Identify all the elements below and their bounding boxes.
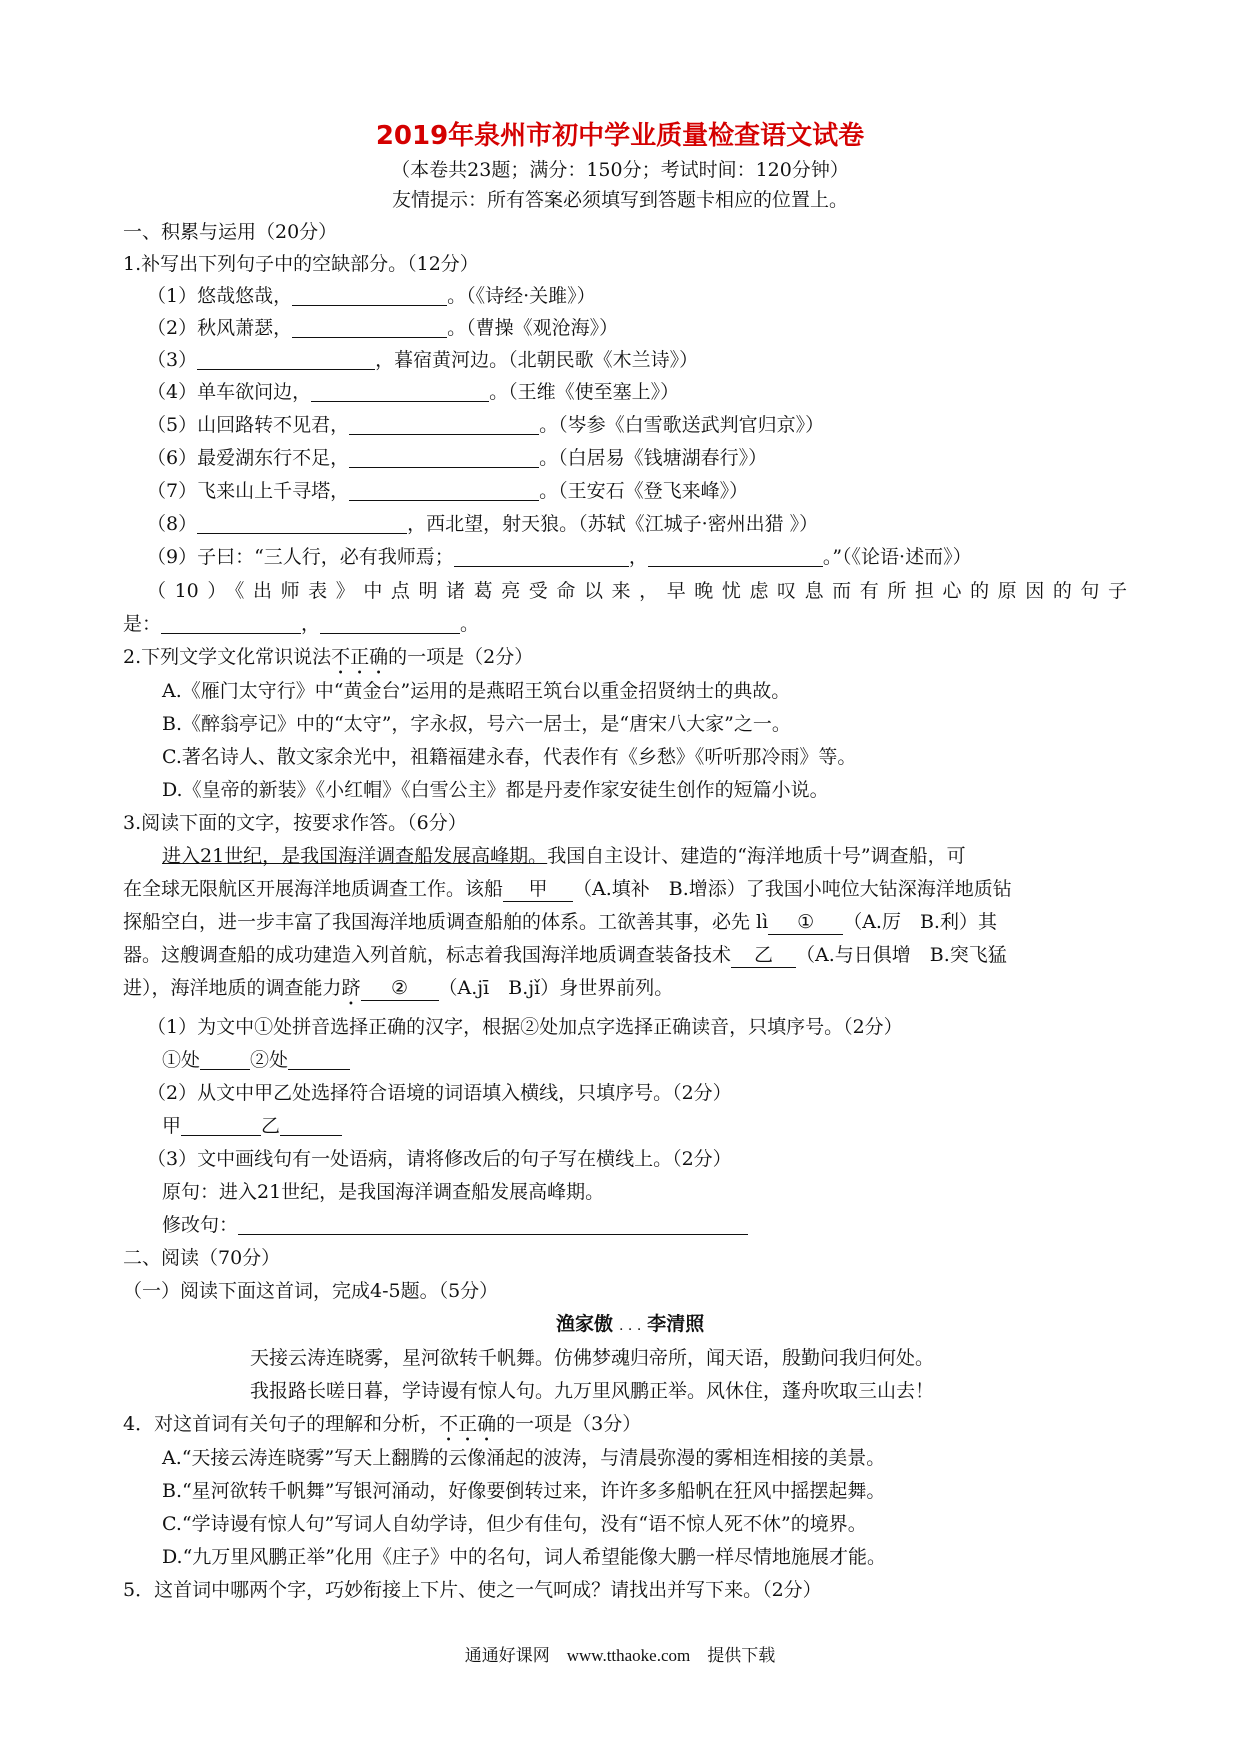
poem-line-2: 我报路长嗟日暮，学诗谩有惊人句。九万里风鹏正举。风休住，蓬舟吹取三山去！ [250,1380,935,1402]
q2-stem: 2.下列文学文化常识说法不正确的一项是（2分） [123,646,534,668]
q3-sub2: （2）从文中甲乙处选择符合语境的词语填入横线，只填序号。（2分） [147,1082,732,1104]
q1-item-8: （8） ，西北望，射天狼。（苏轼《江城子·密州出猎 》） [147,513,819,535]
q2-option-d: D.《皇帝的新装》《小红帽》《白雪公主》都是丹麦作家安徒生创作的短篇小说。 [162,779,829,801]
q3-passage-line3: 探船空白，进一步丰富了我国海洋地质调查船舶的体系。工欲善其事，必先 lì ① （A.厉 B.利）其 [123,911,997,933]
q3-sub3: （3）文中画线句有一处语病，请将修改后的句子写在横线上。（2分） [147,1148,732,1170]
q3-passage-line1: 进入21世纪，是我国海洋调查船发展高峰期。我国自主设计、建造的“海洋地质十号”调查船，可 [162,845,966,867]
answer-blank[interactable] [349,480,539,501]
q1-stem: 1.补写出下列句子中的空缺部分。（12分） [123,253,479,275]
answer-blank[interactable] [311,381,489,402]
q1-item-9: （9）子曰：“三人行，必有我师焉； ， 。”（《论语·述而》） [147,546,972,568]
answer-blank[interactable] [197,349,375,370]
q3-sub1-fill: ①处 ②处 [162,1048,350,1072]
q4-option-c: C.“学诗谩有惊人句”写词人自幼学诗，但少有佳句，没有“语不惊人死不休”的境界。 [162,1513,867,1535]
poem-heading: 渔家傲 . . . 李清照 [556,1313,705,1335]
answer-blank[interactable] [648,546,823,567]
q3-sub2-fill: 甲 乙 [162,1114,342,1138]
section2-part1: （一）阅读下面这首词，完成4-5题。（5分） [123,1280,499,1302]
exam-tip: 友情提示：所有答案必须填写到答题卡相应的位置上。 [391,189,848,211]
q3-sub3-orig: 原句：进入21世纪，是我国海洋调查船发展高峰期。 [162,1181,605,1203]
poem-author: 李清照 [647,1313,705,1335]
q3-sub3-fix: 修改句： [162,1213,748,1237]
exam-info: （本卷共23题；满分：150分；考试时间：120分钟） [391,159,849,181]
answer-blank[interactable] [349,447,539,468]
section1-heading: 一、积累与运用（20分） [123,221,338,243]
answer-blank[interactable] [454,546,629,567]
q3-passage-line5: 进），海洋地质的调查能力跻 ② （A.jī B.jǐ）身世界前列。 [123,977,674,999]
q3-sub1: （1）为文中①处拼音选择正确的汉字，根据②处加点字选择正确读音，只填序号。（2分） [147,1016,903,1038]
answer-blank[interactable] [197,513,407,534]
q1-item-3: （3） ，暮宿黄河边。（北朝民歌《木兰诗》） [147,349,699,371]
q1-item-10-line1: （10）《出师表》中点明诸葛亮受命以来，早晚忧虑叹息而有所担心的原因的句子 [147,580,1127,602]
q5-stem: 5．这首词中哪两个字，巧妙衔接上下片、使之一气呵成？请找出并写下来。（2分） [123,1579,822,1601]
poem-line-1: 天接云涛连晓雾，星河欲转千帆舞。仿佛梦魂归帝所，闻天语，殷勤问我归何处。 [250,1347,935,1369]
q3-passage-line2: 在全球无限航区开展海洋地质调查工作。该船 甲 （A.填补 B.增添）了我国小吨位大钻深海洋地质钻 [123,878,1012,900]
q1-item-2: （2）秋风萧瑟， 。（曹操《观沧海》） [147,317,619,339]
q3-stem: 3.阅读下面的文字，按要求作答。（6分） [123,812,467,834]
section2-heading: 二、阅读（70分） [123,1247,281,1269]
q1-item-7: （7）飞来山上千寻塔， 。（王安石《登飞来峰》） [147,480,749,502]
answer-blank[interactable] [288,1049,350,1070]
q1-item-5: （5）山回路转不见君， 。（岑参《白雪歌送武判官归京》） [147,414,825,436]
answer-blank[interactable] [349,414,539,435]
answer-blank[interactable] [280,1115,342,1136]
answer-blank[interactable] [200,1049,250,1070]
poem-title: 渔家傲 [556,1313,614,1335]
answer-blank[interactable] [320,613,460,634]
q4-option-a: A.“天接云涛连晓雾”写天上翻腾的云像涌起的波涛，与清晨弥漫的雾相连相接的美景。 [162,1447,886,1469]
q1-item-6: （6）最爱湖东行不足， 。（白居易《钱塘湖春行》） [147,447,768,469]
q2-option-a: A.《雁门太守行》中“黄金台”运用的是燕昭王筑台以重金招贤纳士的典故。 [162,680,791,702]
q2-option-b: B.《醉翁亭记》中的“太守”，字永叔，号六一居士，是“唐宋八大家”之一。 [162,713,791,735]
q2-option-c: C.著名诗人、散文家余光中，祖籍福建永春，代表作有《乡愁》《听听那冷雨》等。 [162,746,857,768]
answer-blank[interactable] [238,1214,748,1235]
answer-blank[interactable] [161,613,301,634]
q3-passage-line4: 器。这艘调查船的成功建造入列首航，标志着我国海洋地质调查装备技术 乙 （A.与日俱增 B.突飞猛 [123,944,1007,966]
page-footer: 通通好课网 www.tthaoke.com 提供下载 [464,1646,776,1665]
q4-option-b: B.“星河欲转千帆舞”写银河涌动，好像要倒转过来，许许多多船帆在狂风中摇摆起舞。 [162,1480,886,1502]
q1-item-10-line2: 是： ， 。 [123,613,480,635]
q1-item-4: （4）单车欲问边， 。（王维《使至塞上》） [147,381,680,403]
q4-stem: 4．对这首词有关句子的理解和分析，不正确的一项是（3分） [123,1413,642,1435]
answer-blank[interactable] [292,317,447,338]
answer-blank[interactable] [292,285,447,306]
q1-item-1: （1）悠哉悠哉， 。（《诗经·关雎》） [147,285,596,307]
exam-title: 2019年泉州市初中学业质量检查语文试卷 [375,121,865,151]
q4-option-d: D.“九万里风鹏正举”化用《庄子》中的名句，词人希望能像大鹏一样尽情地施展才能。 [162,1546,887,1568]
answer-blank[interactable] [181,1115,261,1136]
